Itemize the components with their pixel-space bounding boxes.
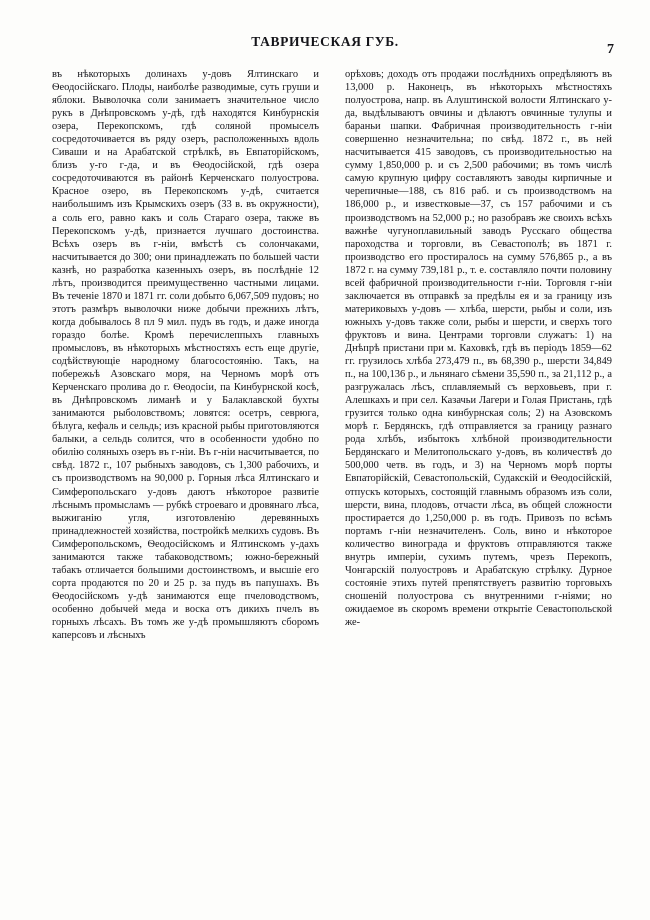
paragraph: въ нѣкоторыхъ долинахъ у-довъ Ялтинскаго и Ѳеодосійскаго. Плоды, наиболѣе разводимые, суть груши и яблоки. Выволочка соли занимаетъ значительное число рукъ в Днѣпровскомъ у-дѣ, гдѣ находятся Кинбурнскія озера, Перекопскомъ, гдѣ соляной промыселъ сосредоточивается въ ряду озеръ, расположенныхъ вдоль Сиваши и на Арабатской стрѣлкѣ, въ Евпаторійскомъ, близъ у-го г-да, и въ Ѳеодосійской, гдѣ озера сосредоточиваются въ районѣ Керченскаго полуострова. Красное озеро, въ Перекопскомъ у-дѣ, считается наибольшимъ изъ Крымскихъ озеръ (33 в. въ окружности), а соль его, равно какъ и соль Стараго озера, также въ Перекопскомъ у-дѣ, признается лучшаго достоинства. Всѣхъ озеръ въ г-ніи, вмѣстѣ съ солончаками, насчитывается до 300; они принадлежать по большей части казнѣ, но разработка казенныхъ озеръ, въ послѣдніе 12 лѣтъ, производится преимущественно частными лицами. Въ теченіе 1870 и 1871 гг. соли добыто 6,067,509 пудовъ; но этотъ размѣръ выволочки ниже добычи прежнихъ лѣтъ, когда добывалось 8 пл 9 мил. пудъ въ годъ, и даже иногда гораздо болѣе. Кромѣ перечислеппыхъ главныхъ промысловъ, въ нѣкоторыхъ мѣстностяхъ есть еще другіе, содѣйствующіе народному благосостоянію. Такъ, на побережьѣ Азовскаго моря, на Черномъ морѣ отъ Керченскаго пролива до г. Ѳеодосіи, па Кинбурнской косѣ, въ Днѣпровскомъ лиманѣ и у Балаклавской бухты занимаются рыболовствомъ; ловятся: осетръ, севрюга, бѣлуга, кефаль и сельдь; изъ красной рыбы приготовляются балыки, а сельдь солится, что в особенности удобно по обилію соляныхъ озеръ въ г-ніи. Въ г-ніи насчитывается, по свѣд. 1872 г., 107 рыбныхъ заводовъ, съ 1,300 рабочихъ, и съ производствомъ на 90,000 р. Горныя лѣса Ялтинскаго и Симферопольскаго у-довъ даютъ нѣкоторое развитіе лѣснымъ промысламъ — рубкѣ строеваго и дровянаго лѣса, выжиганію угля, изготовленію деревянныхъ принадлежностей хозяйства, постройкѣ мелкихъ судовъ. Въ Симферопольскомъ, Ѳеодосійскомъ и Ялтинскомъ у-дахъ занимаются также табаководствомъ; южно-бережный табакъ отличается большими достоинствомъ, и высшіе его сорта продаются по 20 и 25 р. за пудъ въ папушахъ. Въ Ѳеодосійскомъ у-дѣ занимаются еще пчеловодствомъ, особенно добычей меда и воска отъ дикихъ пчелъ въ горныхъ лѣсахъ. Въ томъ же у-дѣ промышляютъ сборомъ каперсовъ и лѣсныхъ xyxy=(52,69,319,642)
page-header xyxy=(0,34,650,56)
running-title: ТАВРИЧЕСКАЯ ГУБ. xyxy=(251,34,399,49)
left-column xyxy=(52,68,319,900)
paragraph: орѣховъ; доходъ отъ продажи послѣднихъ опредѣляютъ въ 13,000 р. Наконецъ, въ нѣкоторыхъ мѣстностяхъ полуострова, напр. въ Алуштинской волости Ялтинскаго у-да, выдѣлываютъ овчины и дѣлаютъ овчинные тулупы и бараньи шапки. Фабричная производительность г-ніи совершенно незначительна; по свѣд. 1872 г., въ ней насчитывается 415 заводовъ, съ производительностью на сумму 1,850,000 р. и съ 2,500 рабочими; въ томъ числѣ самую крупную цифру составляютъ заводы кирпичные и черепичные—188, съ 816 раб. и съ производствомъ на 186,000 р., и известковые—37, съ 157 рабочими и съ производствомъ на 52,000 р.; но разобравъ же своихъ всѣхъ важнѣе чугуноплавильный заводъ Русскаго общества пароходства и торговли, въ Севастополѣ; въ 1871 г. производство его простиралось на сумму 576,865 р., а въ 1872 г. на сумму 739,181 р., т. е. составляло почти половину всей фабричной производительности г-ніи. Торговля г-ніи заключается въ отправкѣ за предѣлы ея и за границу изъ материковыхъ у-довъ — хлѣба, шерсти, рыбы и соли, изъ южныхъ у-довъ также соли, рыбы и шерсти, и сверхъ того фруктовъ и вина. Центрами торговли служатъ: 1) на Днѣпрѣ пристани при м. Каховкѣ, гдѣ въ періодъ 1859—62 гг. грузилось хлѣба 273,479 п., въ 68,390 р., шерсти 34,849 п., на 100,136 р., и льнянаго сѣмени 35,590 п., за 21,112 р., а разгружалась лѣсъ, сплавляемый съ верховьевъ, при г. Алешкахъ и при сел. Казачьи Лагери и Голая Пристань, гдѣ грузится только одна кинбурнская соль; 2) на Азовскомъ морѣ г. Бердянскъ, гдѣ отправляется за границу разнаго рода хлѣбъ, избытокъ хлѣбной производительности Бердянскаго и Мелитопольскаго у-довъ, въ количествѣ до 500,000 четв. въ годъ, и 3) на Черномъ морѣ порты Евпаторійскій, Севастопольскій, Судакскій и Ѳеодосійскій, отпускъ которыхъ, состоящій главнымъ образомъ изъ соли, шерсти, вина, плодовъ, отчасти лѣса, въ общей сложности простирается до 1,250,000 р. въ годъ. Привозъ по всѣмъ портамъ г-ніи незначителенъ. Соль, вино и нѣкоторое количество винограда и фруктовъ отправляются также внутрь имперіи, сухимъ путемъ, чрезъ Перекопъ, Чонгарскій полуостровъ и Арабатскую стрѣлку. Дурное состояніе этихъ путей препятствуетъ развитію торговыхъ сношеній полуострова съ внутренними г-ніями; но ожидаемое въ скоромъ времени открытіе Севастопольской же- xyxy=(345,69,612,628)
right-column xyxy=(345,68,612,900)
text-columns xyxy=(52,68,612,900)
page-number: 7 xyxy=(607,42,614,57)
